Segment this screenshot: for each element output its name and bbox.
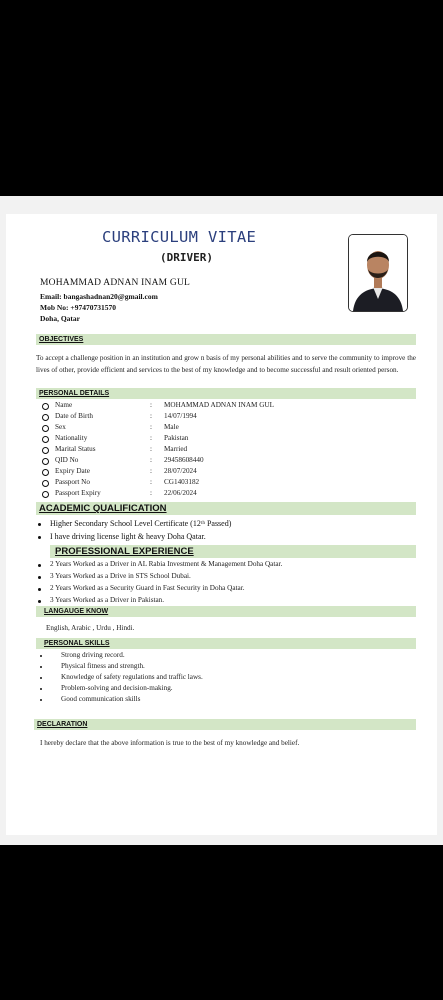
objectives-heading-bar [36, 334, 416, 345]
personal-sep: : [150, 478, 152, 486]
personal-row [42, 467, 342, 478]
bullet-icon [38, 536, 41, 539]
experience-item: 2 Years Worked as a Driver in AL Rabia Investment & Management Doha Qatar. [50, 560, 283, 568]
personal-details-heading-bar [36, 388, 416, 399]
circle-bullet-icon [42, 414, 49, 421]
personal-key: QID No [55, 456, 79, 464]
document-page [0, 196, 443, 845]
personal-value: 22/06/2024 [164, 489, 197, 497]
circle-bullet-icon [42, 458, 49, 465]
personal-value: Married [164, 445, 188, 453]
bullet-icon [38, 576, 41, 579]
personal-key: Name [55, 401, 73, 409]
bullet-icon [40, 688, 42, 690]
personal-value: 28/07/2024 [164, 467, 197, 475]
objectives-heading: OBJECTIVES [39, 336, 84, 343]
personal-key: Sex [55, 423, 66, 431]
experience-item: 3 Years Worked as a Drive in STS School Dubai. [50, 572, 191, 580]
personal-row [42, 445, 342, 456]
personal-row [42, 456, 342, 467]
circle-bullet-icon [42, 447, 49, 454]
personal-key: Nationality [55, 434, 88, 442]
skills-heading-bar [36, 638, 416, 649]
bullet-icon [40, 655, 42, 657]
profile-photo [348, 234, 408, 312]
personal-sep: : [150, 423, 152, 431]
personal-value: 14/07/1994 [164, 412, 197, 420]
personal-value: MOHAMMAD ADNAN INAM GUL [164, 401, 275, 409]
personal-key: Passport No [55, 478, 90, 486]
personal-row [42, 434, 342, 445]
location-text: Doha, Qatar [40, 314, 80, 323]
bullet-icon [40, 666, 42, 668]
personal-value: Male [164, 423, 179, 431]
circle-bullet-icon [42, 403, 49, 410]
bullet-icon [38, 588, 41, 591]
cv-title: CURRICULUM VITAE [102, 228, 257, 246]
skill-item: Knowledge of safety regulations and traffic laws. [61, 673, 203, 681]
personal-details-heading: PERSONAL DETAILS [39, 390, 110, 397]
experience-heading: PROFESSIONAL EXPERIENCE [55, 546, 194, 557]
academic-item: I have driving license light & heavy Doha Qatar. [50, 532, 206, 541]
experience-heading-bar [50, 545, 416, 558]
bullet-icon [38, 600, 41, 603]
skill-item: Good communication skills [61, 695, 141, 703]
personal-key: Passport Expiry [55, 489, 101, 497]
personal-sep: : [150, 489, 152, 497]
personal-row [42, 401, 342, 412]
personal-sep: : [150, 467, 152, 475]
personal-row [42, 412, 342, 423]
objectives-text: To accept a challenge position in an institution and grow n basis of my personal abilities and to serve the community to improve the lives of other, provide efficient and services to the best of my knowledge and to become successful and result oriented person. [36, 354, 416, 374]
personal-sep: : [150, 412, 152, 420]
personal-sep: : [150, 401, 152, 409]
skill-item: Strong driving record. [61, 651, 125, 659]
mobile-text: Mob No: +97470731570 [40, 303, 116, 312]
email-text: Email: bangashadnan20@gmail.com [40, 292, 158, 301]
personal-row [42, 489, 342, 500]
personal-value: Pakistan [164, 434, 189, 442]
personal-value: 29458608440 [164, 456, 204, 464]
circle-bullet-icon [42, 480, 49, 487]
circle-bullet-icon [42, 436, 49, 443]
declaration-heading-bar [34, 719, 416, 730]
bullet-icon [40, 699, 42, 701]
circle-bullet-icon [42, 425, 49, 432]
circle-bullet-icon [42, 469, 49, 476]
personal-key: Date of Birth [55, 412, 93, 420]
cv-subtitle: (DRIVER) [160, 251, 213, 264]
personal-key: Expiry Date [55, 467, 90, 475]
personal-value: CG1403182 [164, 478, 200, 486]
language-heading-bar [36, 606, 416, 617]
language-text: English, Arabic , Urdu , Hindi. [46, 624, 135, 632]
skill-item: Problem-solving and decision-making. [61, 684, 173, 692]
cv-sheet [6, 214, 437, 835]
personal-key: Marital Status [55, 445, 96, 453]
declaration-heading: DECLARATION [37, 721, 88, 728]
personal-row [42, 478, 342, 489]
portrait-image [349, 235, 407, 311]
circle-bullet-icon [42, 491, 49, 498]
academic-heading-bar [36, 502, 416, 515]
bullet-icon [38, 564, 41, 567]
experience-item: 3 Years Worked as a Driver in Pakistan. [50, 596, 165, 604]
skills-heading: PERSONAL SKILLS [44, 640, 110, 647]
language-heading: LANGAUGE KNOW [44, 608, 109, 615]
bullet-icon [38, 523, 41, 526]
personal-row [42, 423, 342, 434]
personal-sep: : [150, 434, 152, 442]
personal-sep: : [150, 445, 152, 453]
personal-sep: : [150, 456, 152, 464]
skill-item: Physical fitness and strength. [61, 662, 145, 670]
declaration-text: I hereby declare that the above information is true to the best of my knowledge and belief. [40, 739, 300, 747]
academic-item: Higher Secondary School Level Certificate (12ᵗʰ Passed) [50, 519, 232, 528]
experience-item: 2 Years Worked as a Security Guard in Fast Security in Doha Qatar. [50, 584, 245, 592]
academic-heading: ACADEMIC QUALIFICATION [39, 503, 167, 514]
bullet-icon [40, 677, 42, 679]
candidate-name: MOHAMMAD ADNAN INAM GUL [40, 278, 191, 288]
